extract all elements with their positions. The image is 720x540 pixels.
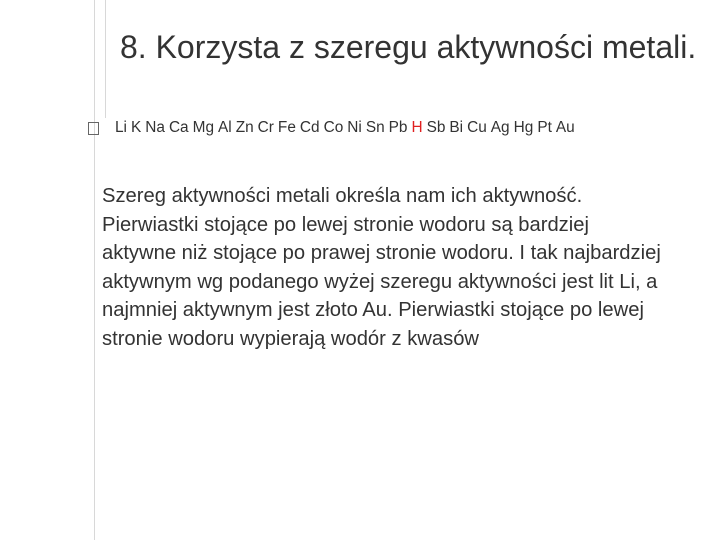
activity-series [115,119,575,137]
description-text: Szereg aktywności metali określa nam ich aktywność. Pierwiastki stojące po lewej stronie wodoru są bardziej aktywne niż stojące po prawej stronie wodoru. I tak najbardziej aktywnym wg podanego wyżej szeregu aktywności jest lit Li, a najmniej aktywnym jest złoto Au. Pierwiastki stojące po lewej stronie wodoru wypierają wodór z kwasów [102,185,661,350]
title-accent-line [105,0,106,118]
series-element-pt: Pt [537,119,552,136]
slide-title: 8. Korzysta z szeregu aktywności metali. [120,29,697,65]
activity-series-bullet [88,116,708,140]
series-element-mg: Mg [192,119,215,136]
series-element-bi: Bi [449,119,464,136]
series-element-cd: Cd [299,119,320,136]
series-element-li: Li [115,119,127,136]
left-vertical-rule [94,0,95,540]
series-element-cu: Cu [467,119,487,136]
checkbox-bullet-icon [88,122,99,135]
series-element-au: Au [555,119,575,136]
series-element-ag: Ag [490,119,510,136]
series-element-h: H [411,119,423,136]
series-element-co: Co [323,119,344,136]
series-element-cr: Cr [257,119,274,136]
series-element-al: Al [218,119,232,136]
series-element-sn: Sn [365,119,385,136]
series-element-pb: Pb [388,119,408,136]
series-element-k: K [130,119,142,136]
series-element-ni: Ni [347,119,362,136]
series-element-sb: Sb [426,119,446,136]
series-element-fe: Fe [277,119,296,136]
series-element-ca: Ca [168,119,189,136]
series-element-zn: Zn [235,119,254,136]
series-element-na: Na [145,119,165,136]
series-element-hg: Hg [513,119,534,136]
